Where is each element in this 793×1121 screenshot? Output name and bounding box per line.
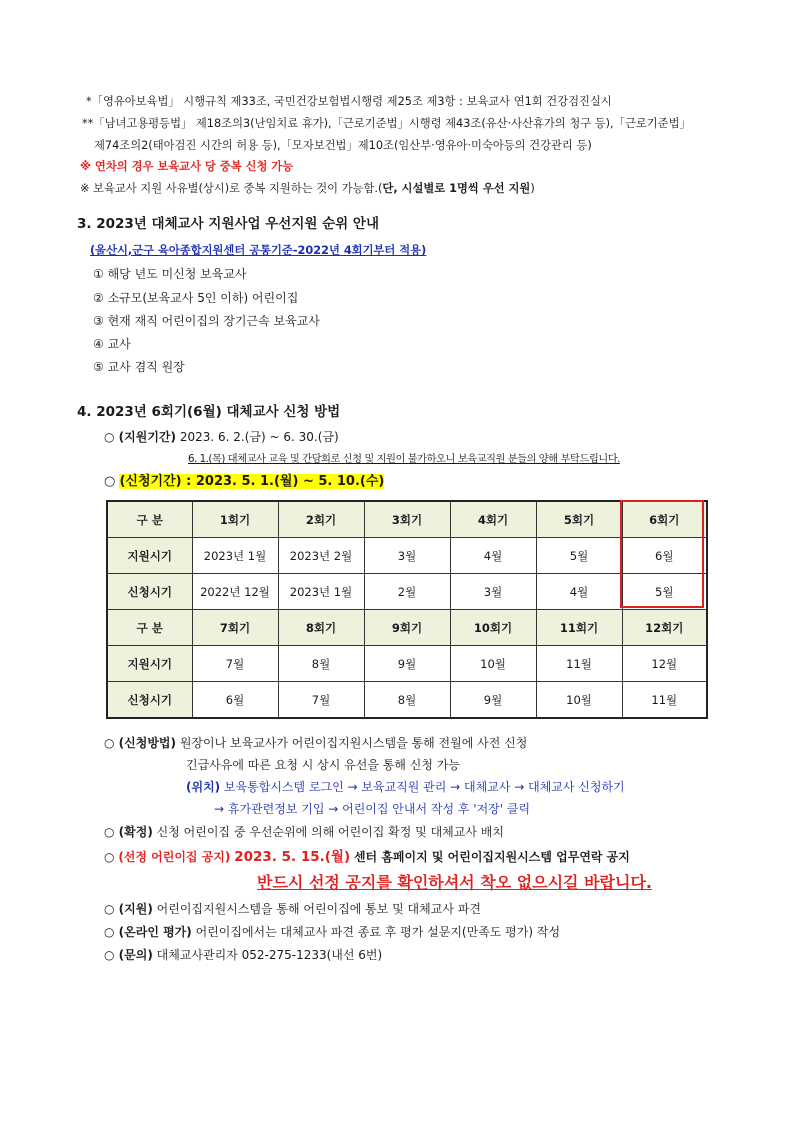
method-support-label: ○ (지원) (104, 902, 153, 916)
table-cell: 3월 (364, 538, 450, 574)
support-period-value: 2023. 6. 2.(금) ~ 6. 30.(금) (179, 430, 339, 444)
table-cell: 12회기 (622, 610, 707, 646)
method-confirm (104, 824, 504, 840)
table-cell: 7월 (192, 646, 278, 682)
table-cell: 6월 (192, 682, 278, 719)
table-cell: 2월 (364, 574, 450, 610)
method-notice (104, 849, 630, 865)
table-cell: 2022년 12월 (192, 574, 278, 610)
support-period (104, 429, 339, 445)
table-cell: 9월 (364, 646, 450, 682)
priority-item-1: ① 해당 년도 미신청 보육교사 (93, 267, 247, 281)
highlight-box-6th (620, 500, 704, 608)
table-header-row (107, 610, 707, 646)
table-cell: 10월 (536, 682, 622, 719)
method-confirm-text: 신청 어린이집 중 우선순위에 의해 어린이집 확정 및 대체교사 배치 (156, 825, 504, 839)
note-duplicate-bold: 단, 시설별로 1명씩 우선 지원 (382, 182, 531, 195)
method-evaluation-text: 어린이집에서는 대체교사 파견 종료 후 평가 설문지(만족도 평가) 작성 (195, 925, 561, 939)
table-cell: 4월 (450, 538, 536, 574)
support-period-label: ○ (지원기간) (104, 430, 176, 444)
method-notice-text: 센터 홈페이지 및 어린이집지원시스템 업무연락 공지 (353, 850, 630, 864)
method-contact-label: ○ (문의) (104, 948, 153, 962)
table-cell: 10회기 (450, 610, 536, 646)
method-notice-label: (선정 어린이집 공지) (118, 850, 231, 864)
method-support (104, 901, 481, 917)
table-cell: 구 분 (107, 501, 192, 538)
apply-period-text: (신청기간) : 2023. 5. 1.(월) ~ 5. 10.(수) (119, 474, 385, 489)
method-notice-warning: 반드시 선정 공지를 확인하셔서 착오 없으시길 바랍니다. (257, 873, 652, 892)
table-cell: 8월 (278, 646, 364, 682)
priority-item-5: ⑤ 교사 겸직 원장 (93, 360, 185, 374)
method-location (186, 779, 625, 795)
table-row (107, 538, 707, 574)
table-cell: 11월 (536, 646, 622, 682)
method-urgent: 긴급사유에 따른 요청 시 상시 유선을 통해 신청 가능 (186, 758, 460, 772)
table-cell: 2회기 (278, 501, 364, 538)
apply-period (104, 474, 384, 490)
note-duplicate (80, 181, 535, 197)
table-header-row (107, 501, 707, 538)
method-evaluation (104, 924, 560, 940)
method-contact (104, 947, 382, 963)
table-cell: 5월 (622, 574, 707, 610)
table-cell: 6회기 (622, 501, 707, 538)
table-cell: 4회기 (450, 501, 536, 538)
method-location-label: (위치) (186, 780, 221, 794)
table-cell: 구 분 (107, 610, 192, 646)
table-row (107, 646, 707, 682)
section-4-title: 4. 2023년 6회기(6월) 대체교사 신청 방법 (77, 404, 341, 420)
schedule-table (106, 500, 708, 719)
section-3-subtitle: (울산시,군구 육아종합지원센터 공통기준-2022년 4회기부터 적용) (90, 244, 427, 257)
support-period-note: 6. 1.(목) 대체교사 교육 및 간담회로 신청 및 지원이 불가하오니 보육교직원 분들의 양해 부탁드립니다. (188, 453, 620, 465)
footnote-leave-law-cont: 제74조의2(태아검진 시간의 허용 등),「모자보건법」제10조(임산부·영유아·미숙아등의 건강관리 등) (94, 139, 592, 152)
section-3-title: 3. 2023년 대체교사 지원사업 우선지원 순위 안내 (77, 216, 379, 232)
table-cell: 7월 (278, 682, 364, 719)
table-cell: 6월 (622, 538, 707, 574)
table-row-header: 신청시기 (107, 574, 192, 610)
table-cell: 5회기 (536, 501, 622, 538)
table-cell: 8월 (364, 682, 450, 719)
method-apply-label: ○ (신청방법) (104, 736, 176, 750)
table-cell: 9월 (450, 682, 536, 719)
table-cell: 2023년 1월 (192, 538, 278, 574)
note-duplicate-text: ※ 보육교사 지원 사유별(상시)로 중복 지원하는 것이 가능함.( (80, 182, 383, 195)
note-duplicate-end: ) (530, 182, 535, 195)
method-notice-date: 2023. 5. 15.(월) (234, 849, 351, 865)
table-row-header: 지원시기 (107, 646, 192, 682)
table-cell: 7회기 (192, 610, 278, 646)
note-annual-leave: ※ 연차의 경우 보육교사 당 중복 신청 가능 (80, 160, 294, 173)
table-cell: 5월 (536, 538, 622, 574)
table-row-header: 신청시기 (107, 682, 192, 719)
priority-item-2: ② 소규모(보육교사 5인 이하) 어린이집 (93, 291, 299, 305)
table-cell: 2023년 1월 (278, 574, 364, 610)
table-cell: 3월 (450, 574, 536, 610)
table-row-header: 지원시기 (107, 538, 192, 574)
priority-item-4: ④ 교사 (93, 337, 131, 351)
method-support-text: 어린이집지원시스템을 통해 어린이집에 통보 및 대체교사 파견 (156, 902, 481, 916)
method-apply-text: 원장이나 보육교사가 어린이집지원시스템을 통해 전월에 사전 신청 (179, 736, 528, 750)
method-evaluation-label: ○ (온라인 평가) (104, 925, 192, 939)
method-apply (104, 735, 527, 751)
table-cell: 8회기 (278, 610, 364, 646)
footnote-leave-law: **「남녀고용평등법」 제18조의3(난임치료 휴가),「근로기준법」시행령 제43조(유산·사산휴가의 청구 등),「근로기준법」 (82, 117, 691, 130)
priority-item-3: ③ 현재 재직 어린이집의 장기근속 보육교사 (93, 314, 320, 328)
table-cell: 12월 (622, 646, 707, 682)
apply-period-circle: ○ (104, 474, 116, 489)
table-row (107, 682, 707, 719)
method-location-text: 보육통합시스템 로그인 → 보육교직원 관리 → 대체교사 → 대체교사 신청하기 (223, 780, 625, 794)
table-cell: 10월 (450, 646, 536, 682)
method-contact-text: 대체교사관리자 052-275-1233(내선 6번) (156, 948, 383, 962)
table-cell: 4월 (536, 574, 622, 610)
table-cell: 9회기 (364, 610, 450, 646)
table-cell: 3회기 (364, 501, 450, 538)
table-cell: 2023년 2월 (278, 538, 364, 574)
table-row (107, 574, 707, 610)
footnote-health-check: *「영유아보육법」 시행규칙 제33조, 국민건강보험법시행령 제25조 제3항 : 보육교사 연1회 건강검진실시 (86, 95, 612, 108)
method-location-cont: → 휴가관련정보 기입 → 어린이집 안내서 작성 후 '저장' 클릭 (214, 802, 531, 816)
table-cell: 11월 (622, 682, 707, 719)
table-cell: 1회기 (192, 501, 278, 538)
method-notice-circle: ○ (104, 850, 115, 864)
table-cell: 11회기 (536, 610, 622, 646)
method-confirm-label: ○ (확정) (104, 825, 153, 839)
